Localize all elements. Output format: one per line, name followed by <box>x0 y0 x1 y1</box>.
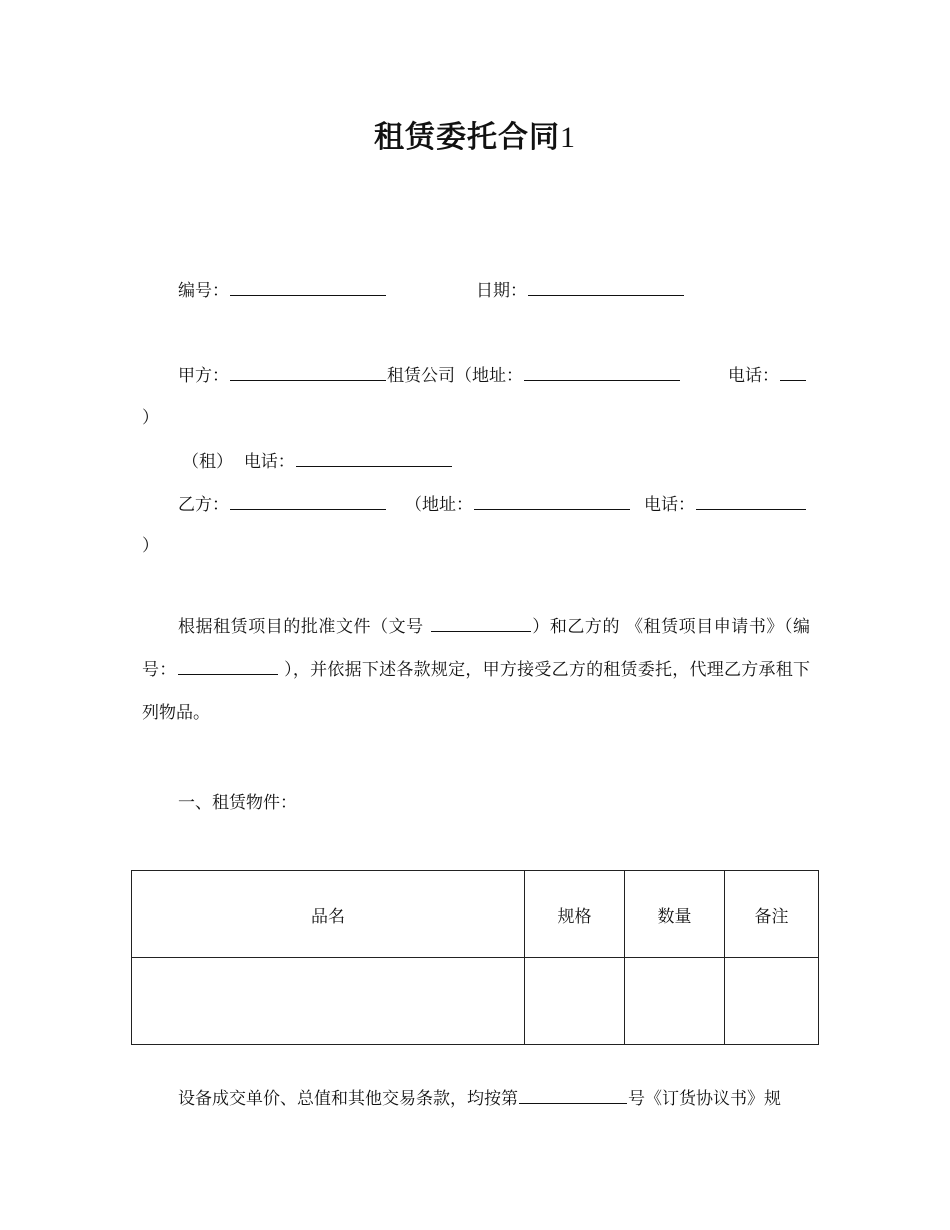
section-1-heading: 一、租赁物件： <box>178 793 297 813</box>
intro-part1: 根据租赁项目的批准文件（文号 <box>178 617 424 637</box>
lease-items-table <box>131 870 819 1045</box>
party-a-line <box>178 361 681 386</box>
number-field <box>178 276 387 301</box>
lessee-phone-label: 电话： <box>243 452 295 472</box>
title-text: 租赁委托合同 <box>374 120 560 155</box>
party-b-label: 乙方： <box>178 495 229 515</box>
number-blank[interactable] <box>230 277 386 296</box>
date-label: 日期： <box>476 281 527 301</box>
closing-line <box>178 1084 781 1109</box>
party-a-address-blank[interactable] <box>524 362 680 381</box>
cell-quantity[interactable] <box>625 958 725 1045</box>
header-remarks: 备注 <box>725 871 819 958</box>
party-b-phone-blank[interactable] <box>696 491 806 510</box>
party-a-name-blank[interactable] <box>230 362 386 381</box>
cell-item-name[interactable] <box>132 958 525 1045</box>
date-blank[interactable] <box>528 277 684 296</box>
cell-remarks[interactable] <box>725 958 819 1045</box>
document-title <box>0 112 950 156</box>
closing-part2: 号《订货协议书》规 <box>628 1089 781 1109</box>
table-header-row <box>132 871 819 958</box>
lessee-tag: （租） <box>182 452 233 472</box>
party-a-phone-blank[interactable] <box>780 362 806 381</box>
party-b-address-label: （地址： <box>405 495 473 515</box>
intro-paragraph <box>142 606 810 735</box>
approval-doc-number-blank[interactable] <box>431 613 531 632</box>
header-quantity: 数量 <box>625 871 725 958</box>
order-agreement-number-blank[interactable] <box>519 1085 627 1104</box>
party-b-line <box>178 490 387 515</box>
header-spec: 规格 <box>525 871 625 958</box>
table-row <box>132 958 819 1045</box>
party-b-name-blank[interactable] <box>230 491 386 510</box>
party-a-phone-label: 电话： <box>728 366 779 386</box>
cell-spec[interactable] <box>525 958 625 1045</box>
intro-part2: ）和乙方的 《租赁项目申请书》（编号： <box>142 617 811 680</box>
party-b-phone <box>644 490 807 515</box>
application-number-blank[interactable] <box>178 656 278 675</box>
number-label: 编号： <box>178 281 229 301</box>
title-number: 1 <box>560 121 576 154</box>
party-b-address-blank[interactable] <box>474 491 630 510</box>
party-a-closing: ） <box>142 408 159 428</box>
party-a-phone <box>728 361 807 386</box>
party-a-company-suffix: 租赁公司（地址： <box>387 366 523 386</box>
lessee-phone-blank[interactable] <box>296 448 452 467</box>
intro-part3: ），并依据下述各款规定，甲方接受乙方的租赁委托，代理乙方承租下列物品。 <box>142 660 811 723</box>
party-b-closing: ） <box>142 536 159 556</box>
party-a-label: 甲方： <box>178 366 229 386</box>
lessee-line <box>182 447 453 472</box>
party-b-phone-label: 电话： <box>644 495 695 515</box>
closing-part1: 设备成交单价、总值和其他交易条款，均按第 <box>178 1089 518 1109</box>
header-item-name: 品名 <box>132 871 525 958</box>
party-b-address <box>405 490 631 515</box>
date-field <box>476 276 685 301</box>
